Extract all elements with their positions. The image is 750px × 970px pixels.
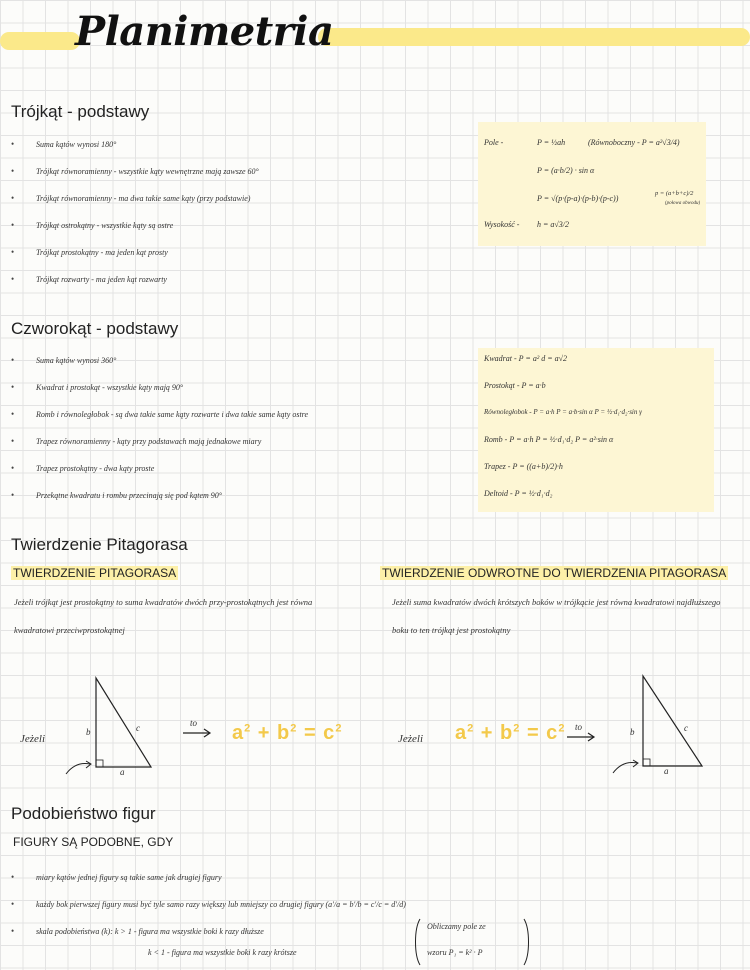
- formula-heron: P = √(p·(p-a)·(p-b)·(p-c)): [537, 194, 619, 203]
- side-label-c: c: [684, 723, 688, 733]
- list-item: • Suma kątów wynosi 360°: [11, 347, 471, 374]
- side-label-b: b: [86, 727, 91, 737]
- to-word-right: to: [575, 722, 583, 732]
- formula-square: Kwadrat - P = a² d = a√2: [484, 354, 567, 363]
- subheading-pythagoras-converse: TWIERDZENIE ODWROTNE DO TWIERDZENIA PITAGORASA: [382, 566, 727, 580]
- list-item: • Suma kątów wynosi 180°: [11, 131, 451, 158]
- arrow-right-icon: [182, 728, 212, 738]
- title-highlight-left: [0, 32, 80, 50]
- list-item: • Trójkąt równoramienny - ma dwa takie same kąty (przy podstawie): [11, 185, 451, 212]
- to-word-left: to: [190, 718, 198, 728]
- list-item: • Trapez równoramienny - kąty przy podstawach mają jednakowe miary: [11, 428, 471, 455]
- formula-semiperimeter-note: (połowa obwodu): [665, 201, 701, 206]
- quadrilateral-list: [11, 347, 471, 509]
- pythagoras-equation-left: $a^2 + b^2 = c^2$: [232, 722, 343, 744]
- formula-area-sine: P = (a·b/2) · sin α: [537, 166, 595, 175]
- if-word-left: Jeżeli: [20, 733, 46, 745]
- formula-deltoid: Deltoid - P = ½·d₁·d₂: [484, 489, 553, 498]
- section-heading-pythagoras: Twierdzenie Pitagorasa: [11, 535, 188, 554]
- section-heading-similarity: Podobieństwo figur: [11, 804, 156, 823]
- formula-rectangle: Prostokąt - P = a·b: [484, 381, 546, 390]
- pythagoras-text: Jeżeli trójkąt jest prostokątny to suma kwadratów dwóch przy-prostokątnych jest równa kwadratowi przeciwprostokątnej: [14, 597, 313, 635]
- page-title: Planimetria: [75, 8, 334, 55]
- list-item: • Trójkąt ostrokątny - wszystkie kąty są ostre: [11, 212, 451, 239]
- pythagoras-converse-text: Jeżeli suma kwadratów dwóch krótszych boków w trójkącie jest równa kwadratowi najdłuższego boku to ten trójkąt jest prostokątny: [392, 597, 721, 635]
- bracket-text-line-2: wzoru P₁ = k² · P: [427, 948, 483, 957]
- list-item: • Romb i równoległobok - są dwa takie same kąty rozwarte i dwa takie same kąty ostre: [11, 401, 471, 428]
- formula-rhombus: Romb - P = a·h P = ½·d₁·d₂ P = a²·sin α: [484, 435, 614, 444]
- formula-semiperimeter: p = (a+b+c)/2: [655, 190, 694, 197]
- list-item: • Trójkąt rozwarty - ma jeden kąt rozwarty: [11, 266, 451, 293]
- formula-parallelogram: Równoległobok - P = a·h P = a·b·sin α P = ½·d₁·d₂·sin γ: [484, 408, 642, 416]
- list-item: • miary kątów jednej figury są takie same jak drugiej figury: [11, 864, 731, 891]
- arrow-right-icon: [566, 732, 596, 742]
- formula-height: h = a√3/2: [537, 220, 570, 229]
- similarity-list: [11, 864, 731, 945]
- side-label-a: a: [120, 767, 125, 777]
- section-heading-triangle: Trójkąt - podstawy: [11, 102, 150, 121]
- subheading-similarity: FIGURY SĄ PODOBNE, GDY: [13, 835, 174, 849]
- triangle-list: [11, 131, 451, 293]
- subheading-pythagoras: TWIERDZENIE PITAGORASA: [13, 566, 177, 580]
- list-item: • Trójkąt prostokątny - ma jeden kąt prosty: [11, 239, 451, 266]
- pole-label: Pole -: [484, 138, 504, 147]
- list-item: • Trapez prostokątny - dwa kąty proste: [11, 455, 471, 482]
- side-label-b: b: [630, 727, 635, 737]
- list-item: • każdy bok pierwszej figury musi być tyle samo razy większy lub mniejszy co drugiej figury (a'/a = b'/b = c'/c = d'/d): [11, 891, 731, 918]
- side-label-a: a: [664, 766, 669, 776]
- if-word-right: Jeżeli: [398, 733, 424, 745]
- formula-area-basic: P = ½ah: [537, 138, 566, 147]
- list-item: • skala podobieństwa (k): k > 1 - figura ma wszystkie boki k razy dłuższe: [11, 918, 731, 945]
- section-heading-quadrilateral: Czworokąt - podstawy: [11, 319, 179, 338]
- bracket-text-line-1: Obliczamy pole ze: [427, 922, 486, 931]
- pythagoras-equation-right: $a^2 + b^2 = c^2$: [455, 722, 566, 744]
- title-highlight-right: [318, 28, 750, 46]
- similarity-scale-small: k < 1 - figura ma wszystkie boki k razy krótsze: [148, 948, 297, 957]
- list-item: • Trójkąt równoramienny - wszystkie kąty wewnętrzne mają zawsze 60°: [11, 158, 451, 185]
- list-item: • Kwadrat i prostokąt - wszystkie kąty mają 90°: [11, 374, 471, 401]
- formula-trapezoid: Trapez - P = ((a+b)/2)·h: [484, 462, 563, 471]
- height-label: Wysokość -: [484, 220, 520, 229]
- side-label-c: c: [136, 723, 140, 733]
- quadrilateral-formula-note: [478, 348, 714, 512]
- right-triangle-left: [60, 670, 170, 780]
- right-triangle-right: [610, 670, 720, 780]
- list-item: • Przekątne kwadratu i rombu przecinają się pod kątem 90°: [11, 482, 471, 509]
- formula-area-equilateral: (Równoboczny - P = a²√3/4): [588, 138, 680, 147]
